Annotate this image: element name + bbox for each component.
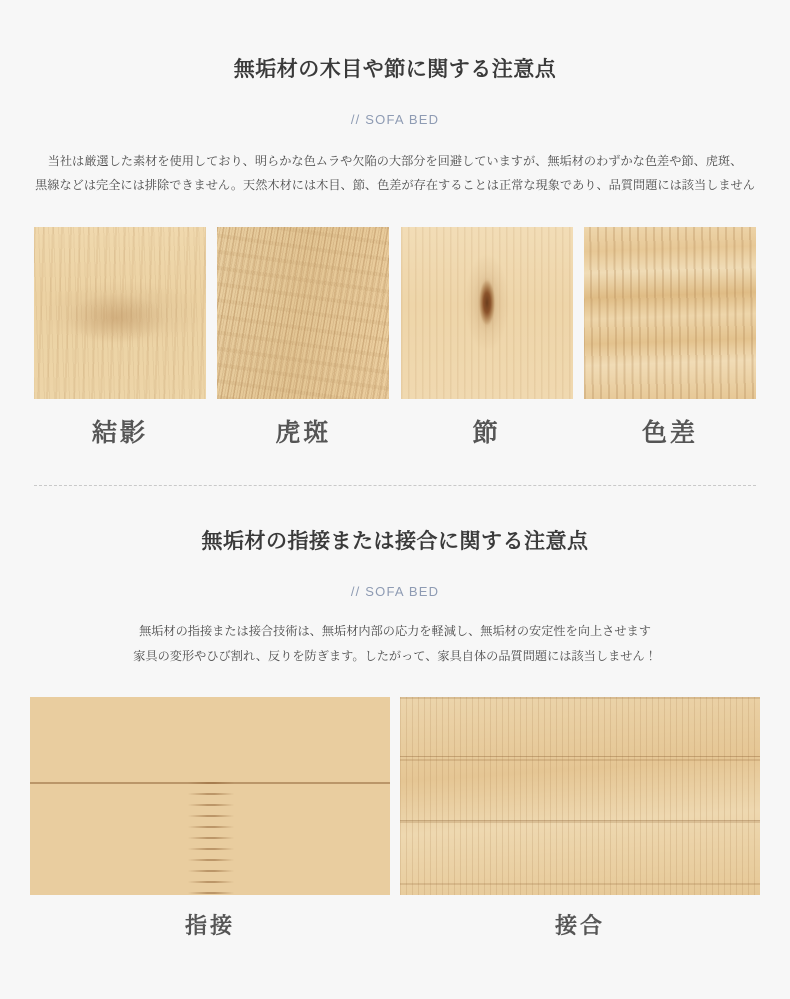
- wood-texture-edge-glued: [400, 697, 760, 895]
- wood-sample-finger-joint: [30, 697, 390, 895]
- wood-sample-label-knot: 節: [472, 419, 501, 448]
- wood-sample-knot: [401, 227, 573, 399]
- section1-paragraph: [35, 149, 755, 198]
- wood-sample-row-top: [34, 227, 756, 399]
- wood-sample-labels-top: [34, 413, 756, 449]
- section2-paragraph: [65, 619, 725, 669]
- wood-sample-labels-bottom: [30, 909, 760, 940]
- finger-joint-teeth: [188, 782, 234, 895]
- glue-seam-2: [400, 820, 760, 821]
- section1-paragraph-line-1: 当社は厳選した素材を使用しており、明らかな色ムラや欠陥の大部分を回避していますが、無垢材のわずかな色差や節、虎斑、: [47, 153, 743, 168]
- wood-sample-edge-glued: [400, 697, 760, 895]
- wood-sample-label-finger-joint: 指接: [184, 912, 235, 938]
- wood-sample-label-color-variation: 色差: [641, 419, 698, 448]
- wood-sample-color-variation: [584, 227, 756, 399]
- wood-sample-label-tiger-stripe: 虎斑: [275, 419, 332, 448]
- section-joinery-notice: [0, 486, 790, 940]
- wood-sample-label-edge-glued: 接合: [554, 912, 605, 938]
- section1-paragraph-line-2: 黒線などは完全には排除できません。天然木材には木目、節、色差が存在することは正常な現象であり、品質問題には該当しません: [35, 177, 755, 192]
- section2-paragraph-line-2: 家具の変形やひび割れ、反りを防ぎます。したがって、家具自体の品質問題には該当しません！: [133, 648, 657, 663]
- wood-texture-color-variation: [584, 227, 756, 399]
- wood-texture-tiger-stripe: [217, 227, 389, 399]
- wood-sample-label-kessei: 結影: [91, 419, 148, 448]
- wood-texture-knot: [401, 227, 573, 399]
- section1-heading: 無垢材の木目や節に関する注意点: [233, 58, 557, 81]
- section2-heading: 無垢材の指接または接合に関する注意点: [201, 530, 589, 554]
- wood-sample-kessei: [34, 227, 206, 399]
- section2-subheading: // SOFA BED: [350, 583, 440, 599]
- section-wood-grain-notice: [0, 0, 790, 449]
- section2-paragraph-line-1: 無垢材の指接または接合技術は、無垢材内部の応力を軽減し、無垢材の安定性を向上させます: [139, 623, 651, 638]
- section1-subheading: // SOFA BED: [350, 111, 440, 127]
- wood-sample-row-bottom: [30, 697, 760, 895]
- wood-sample-tiger-stripe: [217, 227, 389, 399]
- wood-texture-kessei: [34, 227, 206, 399]
- glue-seam-1: [400, 756, 760, 757]
